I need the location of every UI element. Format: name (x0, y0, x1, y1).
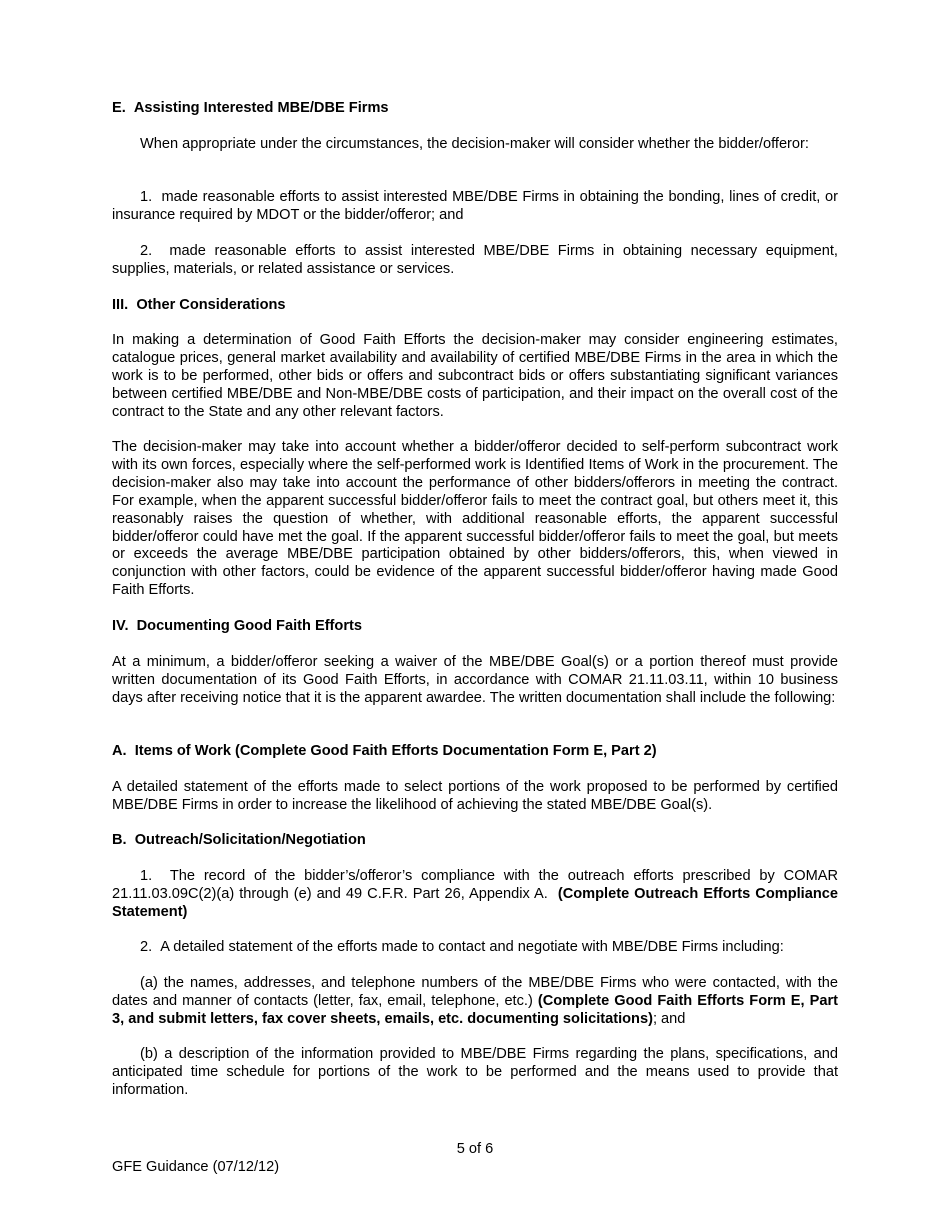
section-b-item-a-text: (a) the names, addresses, and telephone numbers of the MBE/DBE Firms who were contacted, with the dates and manner of contacts (letter, fax, email, telephone, etc.) (112, 975, 838, 1009)
section-iii-heading: III. Other Considerations (112, 297, 286, 313)
section-e-item-2: 2. made reasonable efforts to assist interested MBE/DBE Firms in obtaining necessary equipment, supplies, materials, or related assistance or services. (112, 243, 838, 277)
section-b-item-a-tail: ; and (652, 1010, 686, 1027)
section-iii-paragraph-2: The decision-maker may take into account whether a bidder/offeror decided to self-perform subcontract work with its own forces, especially where the self-performed work is Identified Items of Work in the procurement. The decision-maker also may take into account the performance of other bidders/offerors in meeting the contract. For example, when the apparent successful bidder/offeror fails to meet the contract goal, but others meet it, this reasonably raises the question of whether, with additional reasonable efforts, the apparent successful bidder/offeror could have met the goal. If the apparent successful bidder/offeror fails to meet the goal, but meets or exceeds the average MBE/DBE participation obtained by other bidders/offerors, this, when viewed in conjunction with other factors, could be evidence of the apparent successful bidder/offeror having made Good Faith Efforts. (112, 439, 838, 599)
section-b-item-2: 2. A detailed statement of the efforts made to contact and negotiate with MBE/DBE Firms including: (140, 939, 784, 955)
section-e-item-1: 1. made reasonable efforts to assist interested MBE/DBE Firms in obtaining the bonding, lines of credit, or insurance required by MDOT or the bidder/offeror; and (112, 189, 838, 223)
section-iv-paragraph-1: At a minimum, a bidder/offeror seeking a waiver of the MBE/DBE Goal(s) or a portion thereof must provide written documentation of its Good Faith Efforts, in accordance with COMAR 21.11.03.11, within 10 business days after receiving notice that it is the apparent awardee. The written documentation shall include the following: (112, 654, 838, 706)
section-b-heading: B. Outreach/Solicitation/Negotiation (112, 832, 366, 848)
section-b-item-1-text: 1. The record of the bidder’s/offeror’s compliance with the outreach efforts prescribed by COMAR 21.11.03.09C(2)(a) through (e) and 49 C.F.R. Part 26, Appendix A. (112, 868, 838, 902)
section-e-heading: E. Assisting Interested MBE/DBE Firms (112, 100, 389, 116)
page-number: 5 of 6 (456, 1141, 494, 1157)
section-iii-paragraph-1: In making a determination of Good Faith Efforts the decision-maker may consider engineering estimates, catalogue prices, general market availability and availability of certified MBE/DBE Firms in the area in which the work is to be performed, other bids or offers and subcontract bids or offers substantiating significant variances between certified MBE/DBE and Non-MBE/DBE costs of participation, and their impact on the overall cost of the contract to the State and any other relevant factors. (112, 332, 838, 420)
document-label: GFE Guidance (07/12/12) (112, 1159, 280, 1175)
section-b-item-a-bold: (Complete Good Faith Efforts Form E, Part 3, and submit letters, fax cover sheets, emails, etc. documenting solicitations) (112, 992, 838, 1027)
section-a-heading: A. Items of Work (Complete Good Faith Efforts Documentation Form E, Part 2) (112, 743, 657, 759)
section-e-intro: When appropriate under the circumstances, the decision-maker will consider whether the bidder/offeror: (140, 136, 809, 152)
section-b-item-a (112, 975, 838, 1029)
section-b-item-b: (b) a description of the information provided to MBE/DBE Firms regarding the plans, specifications, and anticipated time schedule for portions of the work to be performed and the means used to provide that information. (112, 1046, 838, 1098)
section-a-paragraph: A detailed statement of the efforts made to select portions of the work proposed to be performed by certified MBE/DBE Firms in order to increase the likelihood of achieving the stated MBE/DBE Goal(s). (112, 779, 838, 813)
section-b-item-1 (112, 868, 838, 922)
section-b-item-1-bold: (Complete Outreach Efforts Compliance Statement) (112, 885, 839, 920)
section-iv-heading: IV. Documenting Good Faith Efforts (112, 618, 362, 634)
